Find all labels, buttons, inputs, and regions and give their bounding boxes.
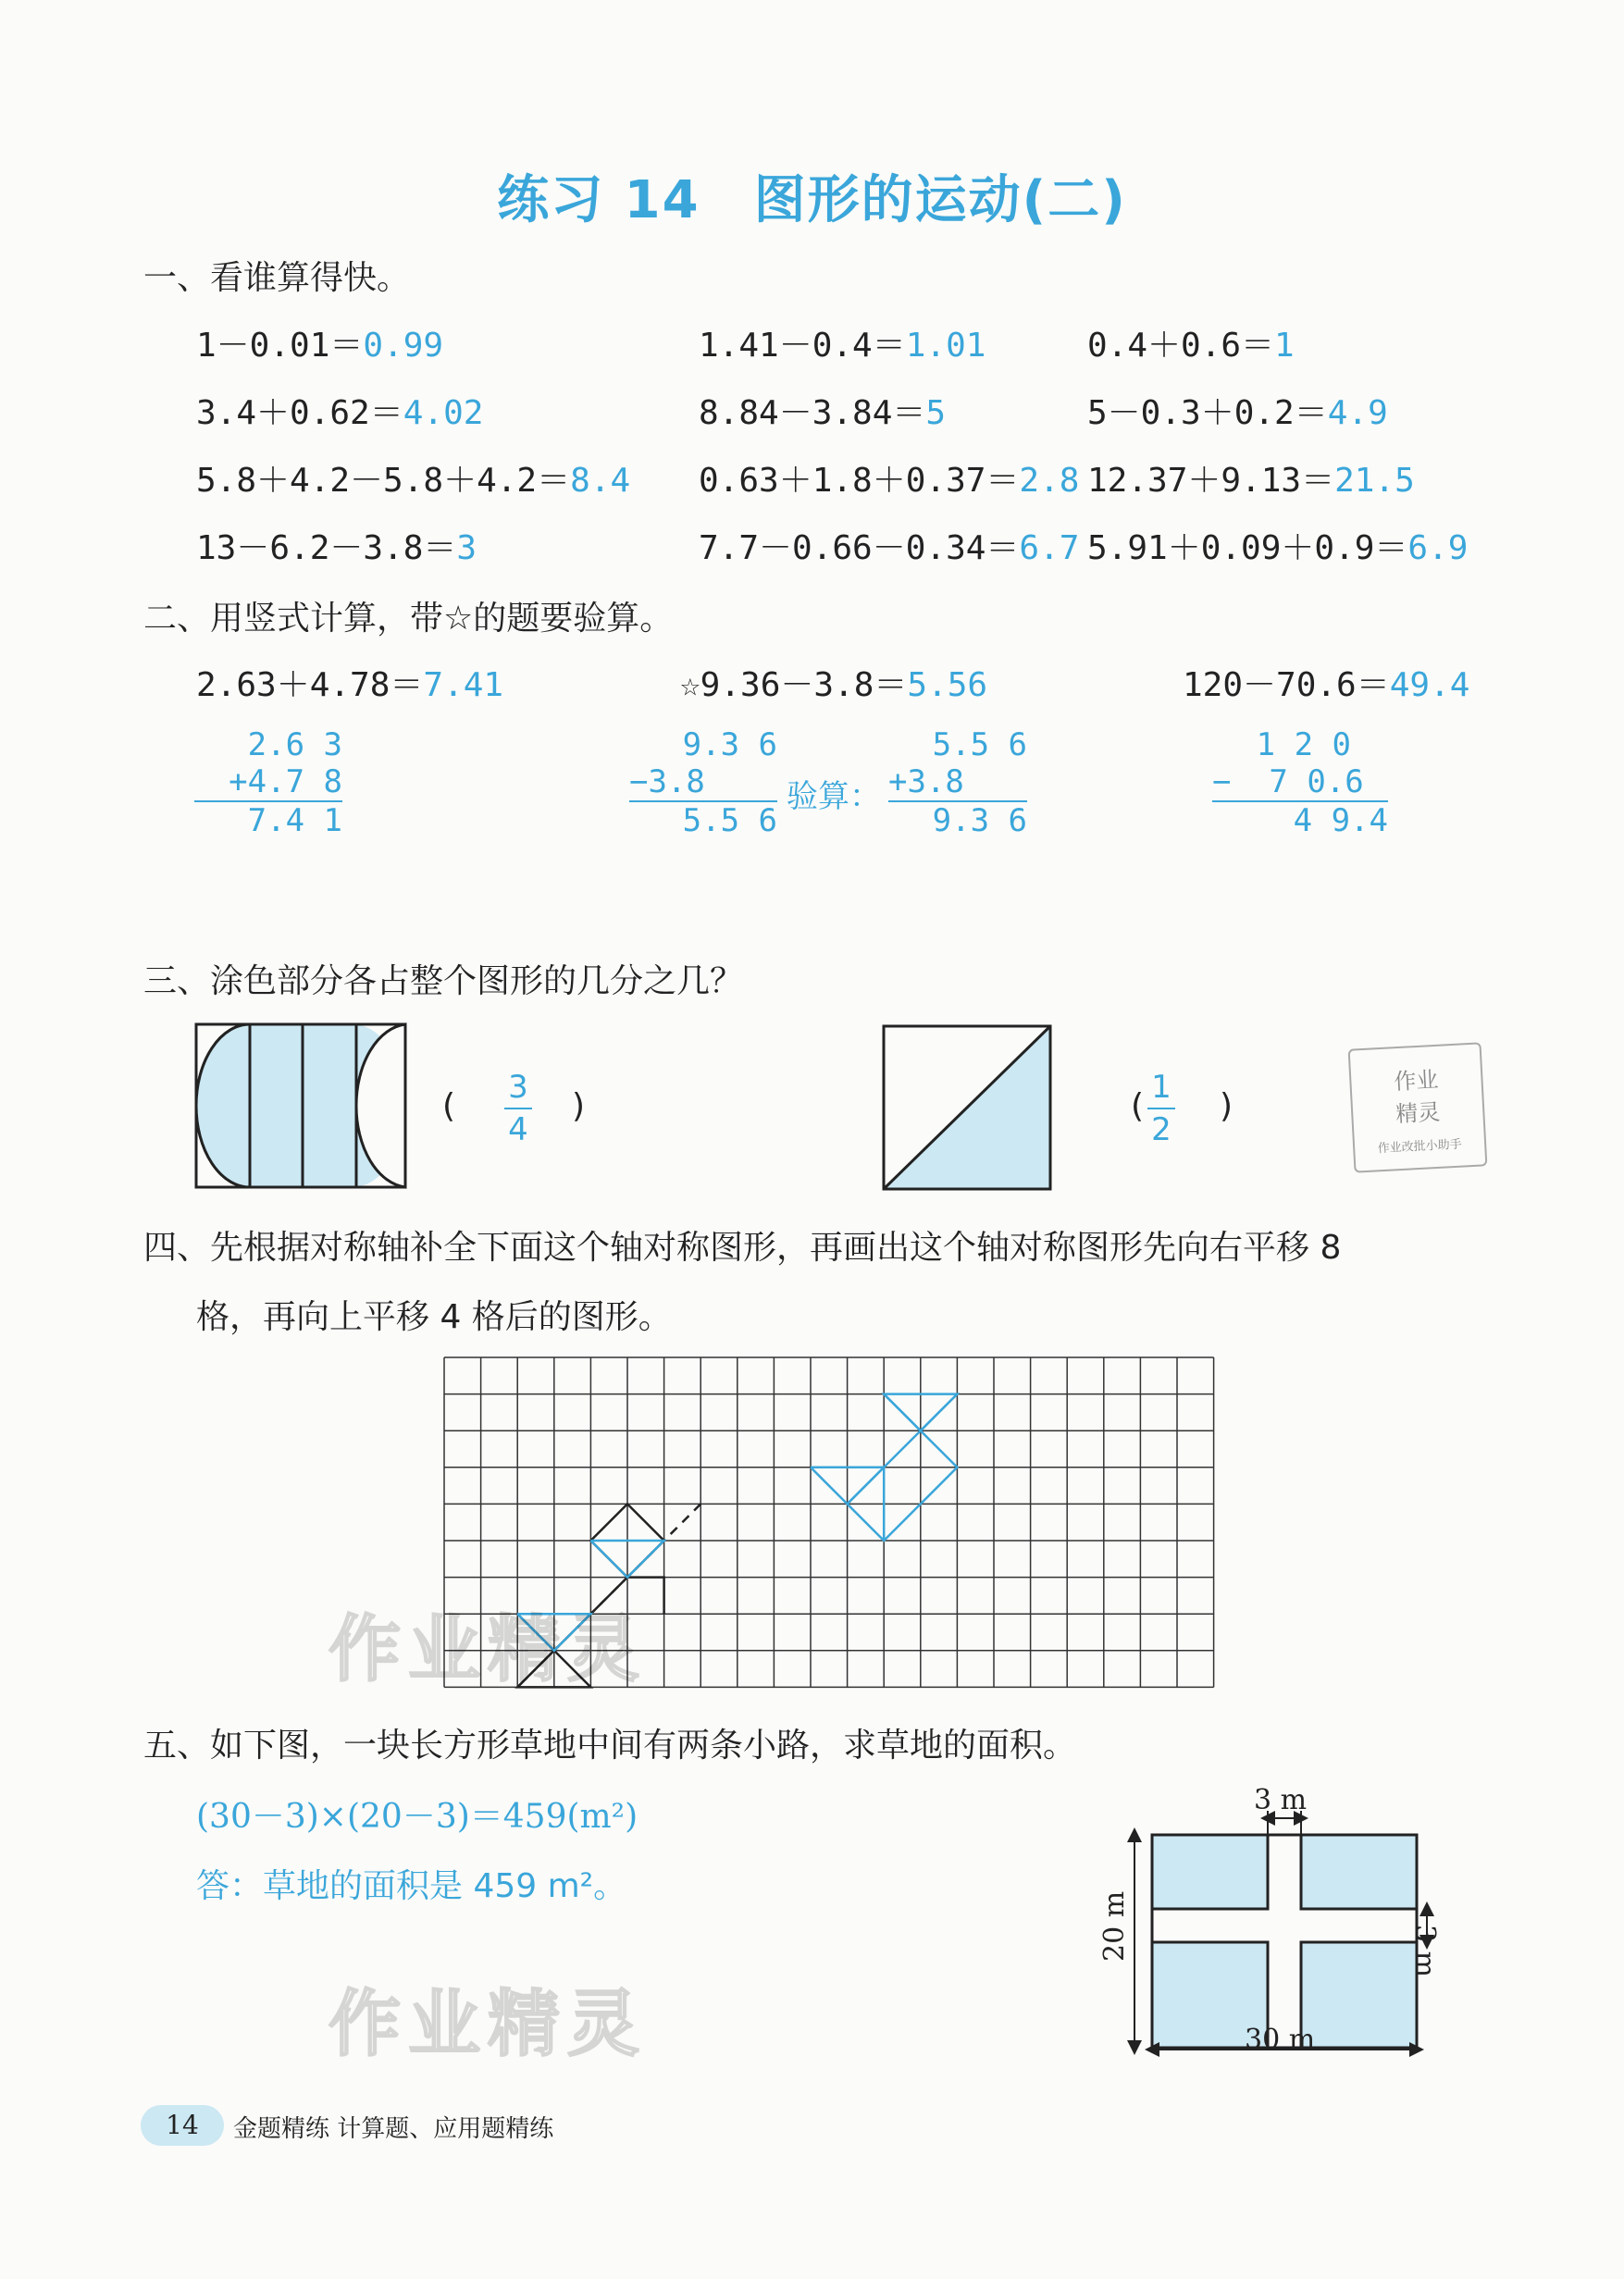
equation-2-1 (699, 454, 1079, 502)
equation-2-0 (196, 454, 630, 502)
section-5-heading: 五、如下图，一块长方形草地中间有两条小路，求草地的面积。 (143, 1727, 1077, 1765)
equation-answer: 8.4 (570, 462, 631, 500)
fraction-2-bar (1147, 1108, 1175, 1109)
equation-question: 3.4＋0.62＝ (196, 394, 403, 432)
section-3-heading: 三、涂色部分各占整个图形的几分之几？ (143, 962, 744, 1000)
equation-1-1 (699, 387, 946, 434)
fraction-1-num: 3 (508, 1069, 528, 1106)
left-half-circle (196, 1024, 250, 1187)
fraction-2-den: 2 (1151, 1111, 1172, 1148)
vc2-line3: 5.5 6 (682, 802, 777, 839)
vc1-line1: 2.6 3 (247, 726, 342, 763)
vertical-problem-1 (680, 659, 987, 706)
stamp-line3: 作业改批小助手 (1377, 1137, 1463, 1157)
label-right: 3 m (1408, 1925, 1441, 1978)
equation-question: 1－0.01＝ (196, 327, 364, 365)
equation-question: 13－6.2－3.8＝ (196, 529, 457, 567)
equation-3-1 (699, 522, 1079, 569)
vertical-calc-3 (888, 726, 1027, 839)
equation-question: 7.7－0.66－0.34＝ (699, 529, 1020, 567)
section-4-heading-line1: 四、先根据对称轴补全下面这个轴对称图形，再画出这个轴对称图形先向右平移 8 (143, 1229, 1342, 1267)
problem-question: 2.63＋4.78＝ (196, 666, 424, 704)
equation-answer: 6.7 (1019, 529, 1080, 567)
vc3-line1: 5.5 6 (932, 726, 1027, 763)
paren-open-1: ( (442, 1087, 456, 1125)
horizontal-path (1152, 1909, 1417, 1942)
page-number: 14 (141, 2105, 224, 2146)
equation-question: 0.63＋1.8＋0.37＝ (699, 462, 1020, 500)
shape-square-diagonal (882, 1024, 1052, 1191)
check-label: 验算： (787, 778, 881, 815)
paren-open-2: ( (1131, 1087, 1145, 1125)
equation-2-2 (1087, 454, 1415, 502)
equation-3-0 (196, 522, 477, 569)
fraction-1-bar (504, 1108, 532, 1109)
equation-question: 5.8＋4.2－5.8＋4.2＝ (196, 462, 571, 500)
section-1-heading: 一、看谁算得快。 (143, 259, 411, 297)
equation-question: 12.37＋9.13＝ (1087, 462, 1335, 500)
stamp-logo (1348, 1042, 1488, 1172)
stamp-line1: 作业 (1393, 1066, 1440, 1096)
fraction-2-num: 1 (1151, 1069, 1172, 1106)
vc3-line2: +3.8 (888, 763, 1027, 802)
equation-0-0 (196, 319, 443, 366)
label-left: 20 m (1098, 1890, 1131, 1962)
footer-text: 金题精练 计算题、应用题精练 (233, 2115, 554, 2143)
shape-circle-in-rect (194, 1022, 407, 1189)
equation-question: 8.84－3.84＝ (699, 394, 926, 432)
section-2-heading: 二、用竖式计算，带☆的题要验算。 (143, 600, 674, 638)
equation-answer: 21.5 (1334, 462, 1415, 500)
page-title: 练习 14 图形的运动(二) (497, 170, 1127, 230)
equation-3-2 (1087, 522, 1468, 569)
area-answer: 答：草地的面积是 459 m²。 (196, 1867, 627, 1905)
paren-close-1: ) (572, 1087, 586, 1125)
watermark-2: 作业精灵 (329, 1983, 648, 2066)
equation-answer: 2.8 (1019, 462, 1080, 500)
paren-close-2: ) (1220, 1087, 1233, 1125)
vertical-problem-0 (196, 659, 503, 706)
equation-0-2 (1087, 319, 1295, 366)
equation-question: 0.4＋0.6＝ (1087, 327, 1275, 365)
problem-answer: 5.56 (907, 666, 988, 704)
vc2-line2: −3.8 (629, 763, 777, 802)
vc1-line2: +4.7 8 (194, 763, 342, 802)
equation-answer: 4.9 (1327, 394, 1388, 432)
vc4-line1: 1 2 0 (1256, 726, 1351, 763)
fraction-2 (1143, 1069, 1180, 1148)
vc1-line3: 7.4 1 (247, 802, 342, 839)
vertical-problem-2 (1183, 659, 1469, 706)
fraction-1 (500, 1069, 537, 1148)
equation-answer: 4.02 (403, 394, 484, 432)
problem-answer: 7.41 (423, 666, 504, 704)
label-bottom: 30 m (1245, 2024, 1316, 2056)
vc3-line3: 9.3 6 (932, 802, 1027, 839)
vertical-calc-1 (194, 726, 342, 839)
area-formula: (30－3)×(20－3)＝459(m²) (196, 1798, 638, 1836)
section-4-heading-line2: 格，再向上平移 4 格后的图形。 (196, 1298, 672, 1336)
equation-1-0 (196, 387, 483, 434)
problem-answer: 49.4 (1389, 666, 1470, 704)
equation-0-1 (699, 319, 986, 366)
equation-answer: 1.01 (905, 327, 986, 365)
fraction-1-den: 4 (508, 1111, 528, 1148)
problem-question: 120－70.6＝ (1183, 666, 1390, 704)
equation-question: 5－0.3＋0.2＝ (1087, 394, 1328, 432)
vertical-calc-4 (1212, 726, 1388, 839)
vc2-line1: 9.3 6 (682, 726, 777, 763)
equation-answer: 0.99 (363, 327, 444, 365)
watermark-1: 作业精灵 (329, 1608, 648, 1691)
vc4-line2: − 7 0.6 (1212, 763, 1388, 802)
stamp-line2: 精灵 (1395, 1098, 1442, 1128)
equation-answer: 5 (925, 394, 947, 432)
equation-question: 1.41－0.4＝ (699, 327, 906, 365)
vertical-calc-2 (629, 726, 777, 839)
equation-answer: 3 (456, 529, 477, 567)
equation-1-2 (1087, 387, 1388, 434)
equation-answer: 1 (1274, 327, 1295, 365)
label-top: 3 m (1254, 1784, 1308, 1816)
problem-question: ☆9.36－3.8＝ (680, 666, 908, 704)
equation-answer: 6.9 (1407, 529, 1469, 567)
vc4-line3: 4 9.4 (1293, 802, 1388, 839)
equation-question: 5.91＋0.09＋0.9＝ (1087, 529, 1408, 567)
